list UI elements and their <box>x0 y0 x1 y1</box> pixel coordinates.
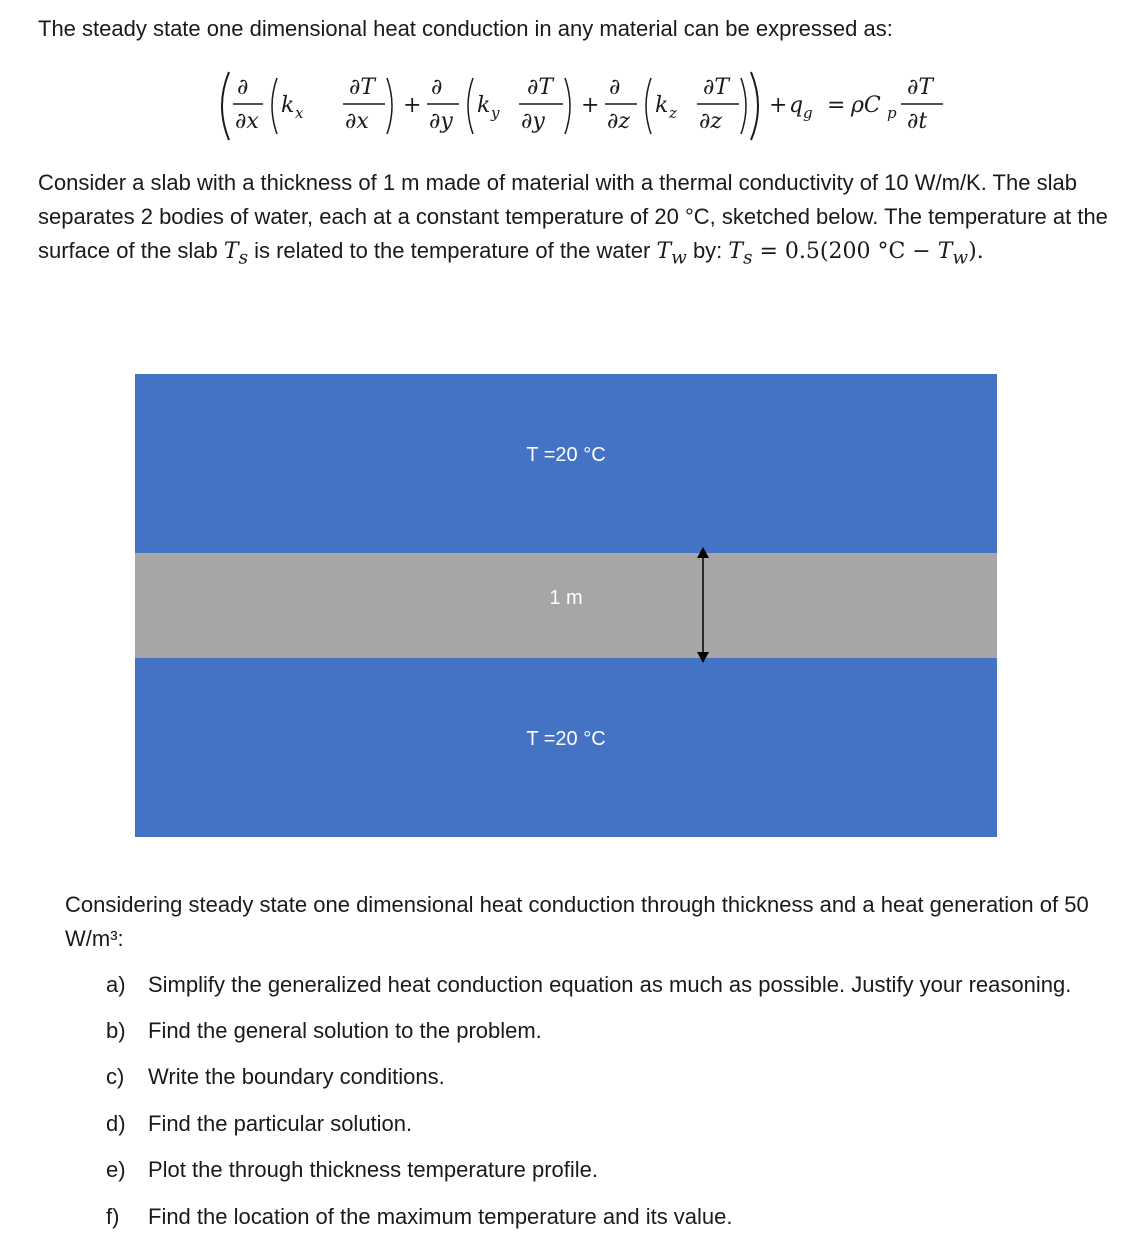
eq-tw-symbol: T <box>937 239 953 264</box>
eq-plus-1: + <box>403 93 422 118</box>
eq-k-y-sub: y <box>491 104 500 122</box>
slab-diagram <box>135 374 997 837</box>
eq-rho-c: ρC <box>851 93 881 118</box>
tw-symbol: T <box>656 239 672 264</box>
para-text-3: by: <box>686 238 729 263</box>
eq-k-x: k <box>281 93 295 118</box>
tw-subscript: w <box>671 247 687 269</box>
eq-equals: = <box>827 93 846 118</box>
question-label: a) <box>106 972 126 997</box>
eq-partial-y-num: ∂ <box>431 75 443 100</box>
para-text-1: Consider a slab with a thickness of 1 m made of material with a thermal conductivity of 10 W/m/K. The slab separates 2 bodies of water, each at a constant temperature of 20 °C, sketched below. The temperature at the surface of the slab <box>38 170 1108 263</box>
para-text-2: is related to the temperature of the water <box>247 238 657 263</box>
question-label: e) <box>106 1157 126 1182</box>
problem-statement <box>38 166 1128 275</box>
intro-text: The steady state one dimensional heat conduction in any material can be expressed as: <box>38 16 893 41</box>
eq-dx-den-inner: ∂x <box>345 109 369 134</box>
question-text: Find the general solution to the problem. <box>148 1018 542 1043</box>
eq-dz-den: ∂z <box>607 109 630 134</box>
question-label: f) <box>106 1204 120 1229</box>
eq-k-z: k <box>655 93 669 118</box>
question-item <box>106 970 1071 1000</box>
thickness-arrow-icon <box>691 547 715 663</box>
eq-k-z-sub: z <box>669 104 677 122</box>
question-item <box>106 1155 598 1185</box>
question-intro: Considering steady state one dimensional heat conduction through thickness and a heat generation of 50 W/m³: <box>65 892 1089 951</box>
question-label: d) <box>106 1111 126 1136</box>
eq-equals-sign: = <box>752 239 785 264</box>
eq-dz-den-inner: ∂z <box>699 109 722 134</box>
eq-dT-x-num: ∂T <box>349 75 376 100</box>
question-text: Simplify the generalized heat conduction equation as much as possible. Justify your reasoning. <box>148 972 1072 997</box>
bottom-water-temperature-label: T =20 °C <box>526 728 606 750</box>
eq-rho-c-sub: p <box>887 104 897 122</box>
eq-q-sub: g <box>803 104 813 122</box>
eq-plus-3: + <box>769 93 788 118</box>
question-text: Write the boundary conditions. <box>148 1064 445 1089</box>
eq-expr-start: 0.5(200 °C − <box>784 239 938 264</box>
heat-conduction-equation <box>215 64 955 148</box>
ts-subscript: s <box>238 247 248 269</box>
ts-symbol: T <box>223 239 239 264</box>
eq-dT-t-num: ∂T <box>907 75 934 100</box>
question-text: Find the location of the maximum temperature and its value. <box>148 1204 733 1229</box>
question-item <box>106 1202 733 1232</box>
top-water-temperature-label: T =20 °C <box>526 444 606 466</box>
question-label: b) <box>106 1018 126 1043</box>
question-text: Plot the through thickness temperature profile. <box>148 1157 599 1182</box>
eq-dy-den: ∂y <box>429 109 453 134</box>
eq-tw-subscript: w <box>952 247 969 269</box>
eq-q: q <box>789 93 804 118</box>
eq-ts-symbol: T <box>728 239 744 264</box>
eq-plus-2: + <box>581 93 600 118</box>
eq-dt-den: ∂t <box>907 109 928 134</box>
eq-k-y: k <box>477 93 491 118</box>
question-item <box>106 1062 445 1092</box>
eq-k-x-sub: x <box>295 104 304 122</box>
eq-dy-den-inner: ∂y <box>521 109 545 134</box>
eq-dT-y-num: ∂T <box>527 75 554 100</box>
question-item <box>106 1109 412 1139</box>
question-label: c) <box>106 1064 125 1089</box>
eq-expr-end: ). <box>968 239 984 264</box>
slab-thickness-label: 1 m <box>549 587 583 609</box>
eq-dx-den: ∂x <box>235 109 259 134</box>
eq-ts-subscript: s <box>743 247 753 269</box>
question-text: Find the particular solution. <box>148 1111 413 1136</box>
eq-partial-z-num: ∂ <box>609 75 621 100</box>
eq-dT-z-num: ∂T <box>703 75 730 100</box>
eq-partial-x-num: ∂ <box>237 75 249 100</box>
question-item <box>106 1016 542 1046</box>
